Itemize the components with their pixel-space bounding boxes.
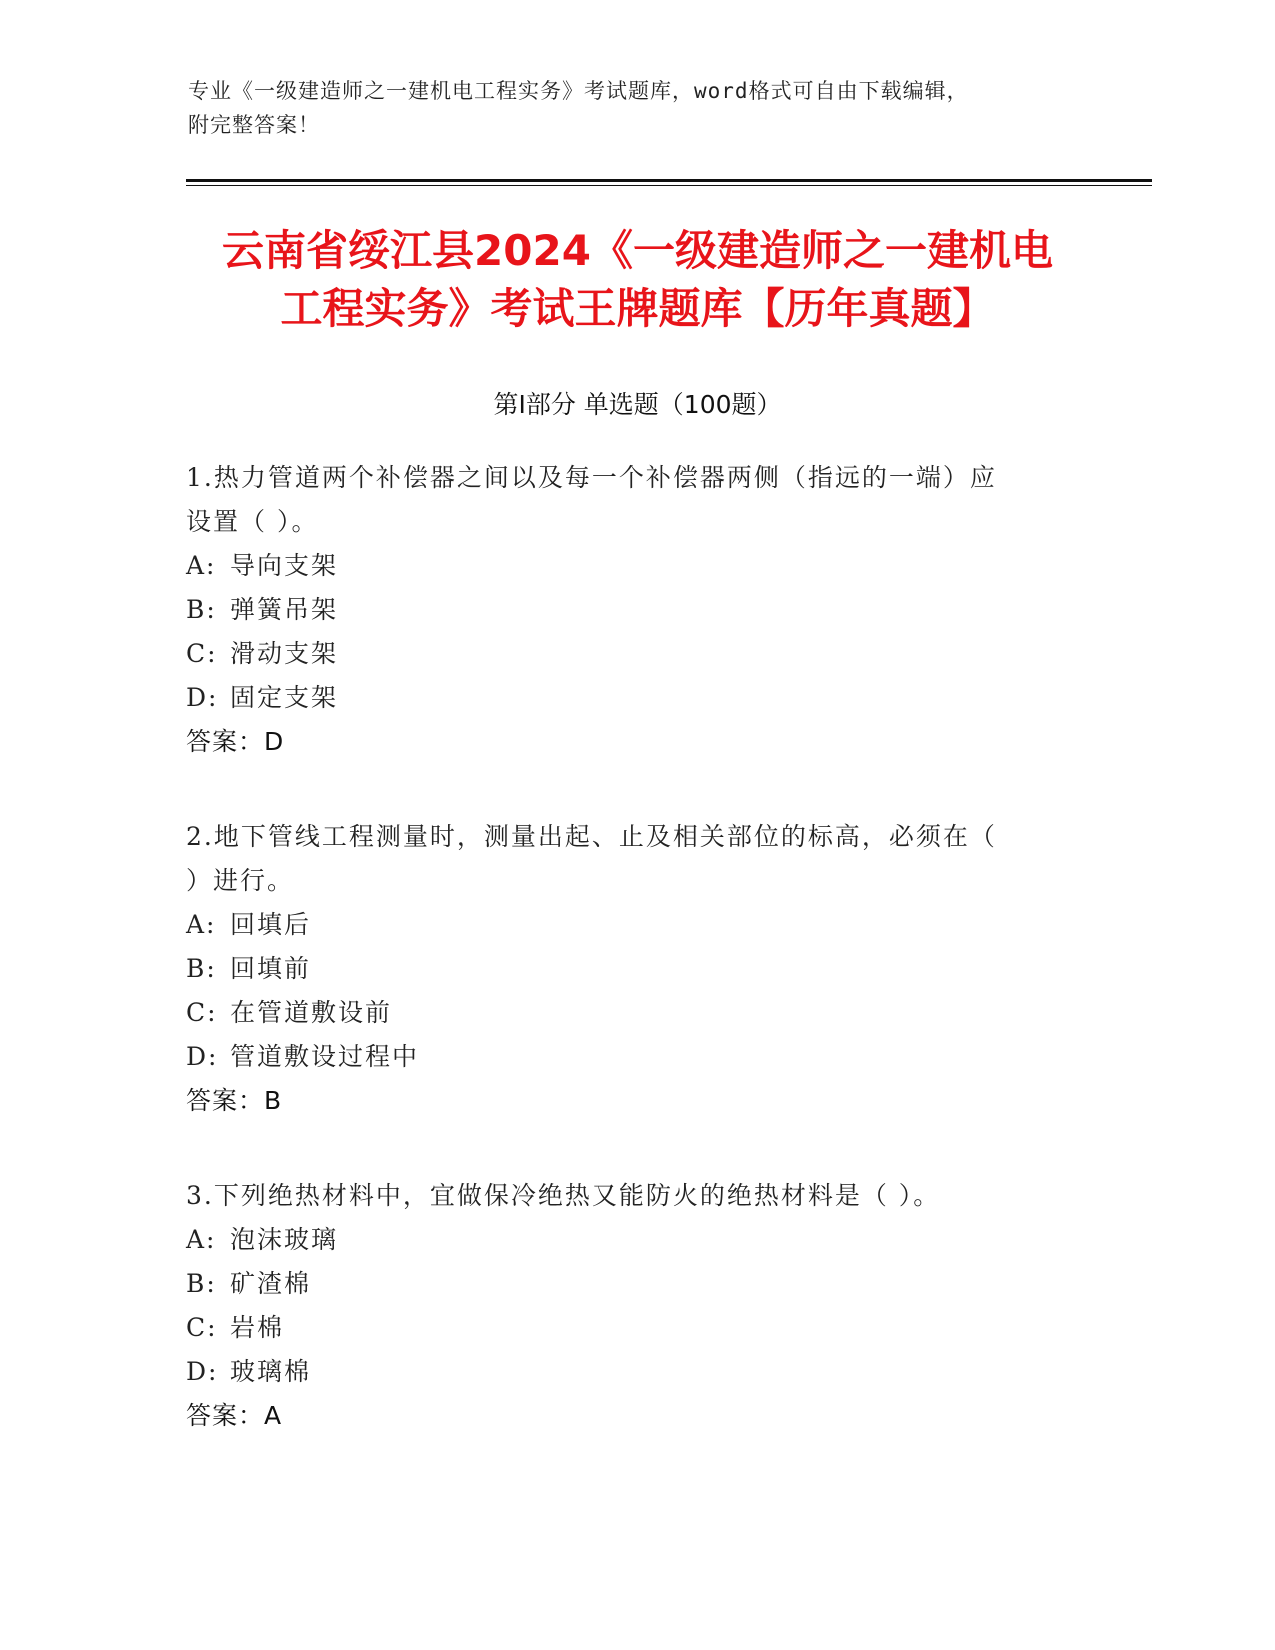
document-title-line-2: 工程实务》考试王牌题库【历年真题】: [280, 284, 995, 333]
option-key: D:: [186, 683, 219, 712]
header-divider-thin: [186, 185, 1152, 186]
option-text: 固定支架: [230, 683, 339, 712]
option-d: [186, 676, 1066, 720]
document-title: [150, 222, 1125, 338]
question-2: [186, 815, 1066, 1123]
header-note-line-2: 附完整答案！: [188, 113, 320, 137]
option-text: 回填前: [230, 954, 312, 983]
option-text: 弹簧吊架: [230, 595, 339, 624]
option-text: 泡沫玻璃: [230, 1225, 339, 1254]
header-note-line-1: 专业《一级建造师之一建机电工程实务》考试题库，word格式可自由下载编辑，: [188, 79, 969, 103]
option-b: [186, 947, 1066, 991]
header-note: [188, 74, 1068, 142]
option-text: 玻璃棉: [230, 1357, 312, 1386]
option-key: D:: [186, 1357, 219, 1386]
option-c: [186, 1306, 1066, 1350]
question-3: [186, 1174, 1066, 1438]
option-c: [186, 632, 1066, 676]
option-text: 滑动支架: [230, 639, 339, 668]
option-d: [186, 1035, 1066, 1079]
option-key: D:: [186, 1042, 219, 1071]
answer: 答案：D: [186, 727, 285, 756]
question-stem: 2.地下管线工程测量时，测量出起、止及相关部位的标高，必须在（: [186, 822, 997, 851]
option-b: [186, 588, 1066, 632]
option-a: [186, 544, 1066, 588]
option-text: 导向支架: [230, 551, 339, 580]
option-key: A:: [186, 1225, 217, 1254]
question-stem-continued: 设置（ ）。: [186, 507, 319, 536]
option-text: 矿渣棉: [230, 1269, 312, 1298]
answer: 答案：B: [186, 1086, 283, 1115]
option-key: A:: [186, 551, 217, 580]
option-text: 回填后: [230, 910, 312, 939]
option-a: [186, 903, 1066, 947]
question-1: [186, 456, 1066, 764]
option-key: B:: [186, 954, 217, 983]
option-key: C:: [186, 1313, 218, 1342]
option-a: [186, 1218, 1066, 1262]
header-divider-thick: [186, 179, 1152, 182]
option-key: A:: [186, 910, 217, 939]
question-stem-continued: ）进行。: [186, 866, 295, 895]
option-b: [186, 1262, 1066, 1306]
question-stem: 3.下列绝热材料中，宜做保冷绝热又能防火的绝热材料是（ ）。: [186, 1181, 941, 1210]
document-title-line-1: 云南省绥江县2024《一级建造师之一建机电: [222, 226, 1053, 275]
option-key: B:: [186, 595, 217, 624]
option-key: C:: [186, 998, 218, 1027]
option-key: C:: [186, 639, 218, 668]
option-key: B:: [186, 1269, 217, 1298]
section-heading: 第Ⅰ部分 单选题（100题）: [493, 390, 782, 419]
option-d: [186, 1350, 1066, 1394]
option-text: 岩棉: [230, 1313, 285, 1342]
question-stem: 1.热力管道两个补偿器之间以及每一个补偿器两侧（指远的一端）应: [186, 463, 997, 492]
option-text: 管道敷设过程中: [230, 1042, 420, 1071]
option-text: 在管道敷设前: [230, 998, 393, 1027]
option-c: [186, 991, 1066, 1035]
answer: 答案：A: [186, 1401, 283, 1430]
